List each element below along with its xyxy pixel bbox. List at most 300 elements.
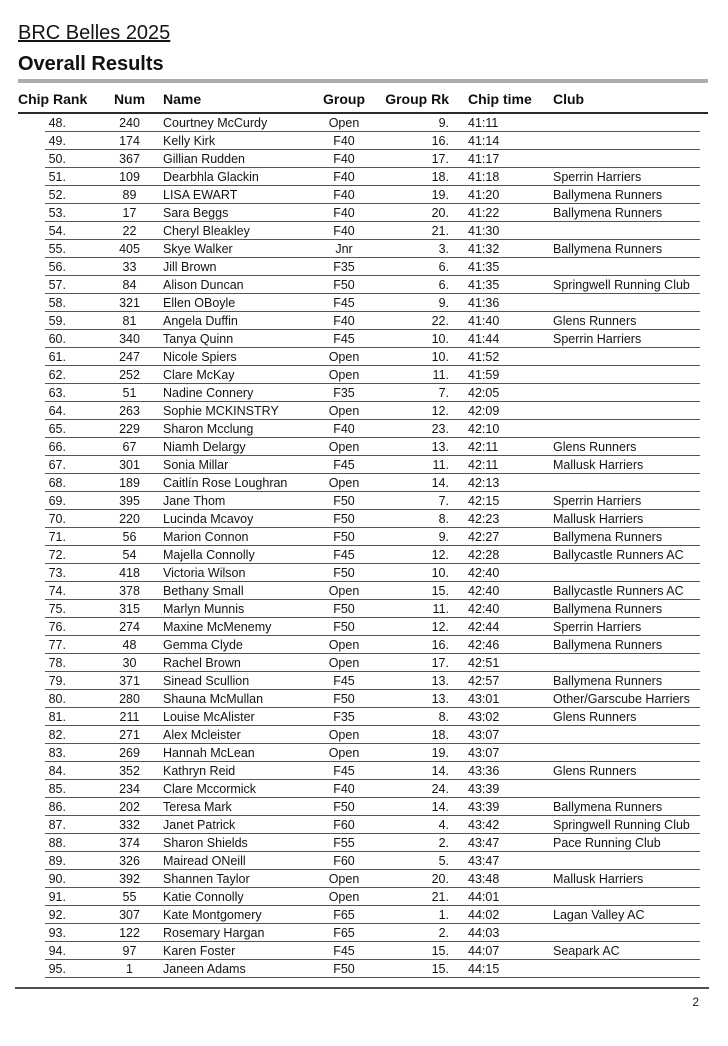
- result-row: [18, 384, 708, 402]
- name-cell: Nadine Connery: [163, 386, 254, 400]
- name-cell: Rosemary Hargan: [163, 926, 265, 940]
- group-cell: F45: [333, 548, 355, 562]
- chip-rank-cell: 63.: [48, 386, 66, 400]
- divider-bar: [18, 79, 708, 83]
- name-cell: Sharon Mcclung: [163, 422, 254, 436]
- num-cell: 271: [119, 728, 140, 742]
- chip-time-cell: 41:52: [468, 350, 500, 364]
- chip-rank-cell: 49.: [48, 134, 66, 148]
- chip-rank-cell: 54.: [48, 224, 66, 238]
- chip-rank-cell: 78.: [48, 656, 66, 670]
- result-row: [18, 114, 708, 132]
- group-cell: Open: [328, 638, 360, 652]
- chip-rank-cell: 95.: [48, 962, 66, 976]
- group-rank-cell: 10.: [431, 566, 449, 580]
- num-cell: 301: [119, 458, 140, 472]
- num-cell: 374: [119, 836, 140, 850]
- num-cell: 17: [122, 206, 137, 220]
- result-row: [18, 960, 708, 978]
- chip-rank-cell: 80.: [48, 692, 66, 706]
- result-row: [18, 348, 708, 366]
- chip-time-cell: 42:11: [468, 440, 499, 454]
- chip-time-cell: 44:07: [468, 944, 500, 958]
- result-row: [18, 258, 708, 276]
- num-cell: 189: [119, 476, 140, 490]
- club-cell: Sperrin Harriers: [553, 170, 642, 184]
- num-cell: 352: [119, 764, 140, 778]
- name-cell: Rachel Brown: [163, 656, 241, 670]
- num-cell: 229: [119, 422, 140, 436]
- club-cell: Ballymena Runners: [553, 602, 663, 616]
- chip-rank-cell: 58.: [48, 296, 66, 310]
- chip-rank-cell: 90.: [48, 872, 66, 886]
- group-rank-cell: 10.: [431, 350, 449, 364]
- group-cell: F50: [333, 962, 355, 976]
- group-cell: F45: [333, 296, 355, 310]
- chip-rank-cell: 60.: [48, 332, 66, 346]
- num-cell: 418: [119, 566, 140, 580]
- name-cell: Gemma Clyde: [163, 638, 243, 652]
- group-rank-cell: 13.: [431, 692, 449, 706]
- club-cell: Ballymena Runners: [553, 530, 663, 544]
- num-cell: 55: [122, 890, 137, 904]
- chip-time-cell: 42:13: [468, 476, 500, 490]
- num-cell: 247: [119, 350, 140, 364]
- num-cell: 56: [122, 530, 137, 544]
- group-cell: F45: [333, 458, 355, 472]
- name-cell: Marion Connon: [163, 530, 249, 544]
- chip-time-cell: 42:57: [468, 674, 500, 688]
- group-cell: F45: [333, 332, 355, 346]
- name-cell: Maxine McMenemy: [163, 620, 272, 634]
- num-cell: 263: [119, 404, 140, 418]
- group-rank-cell: 1.: [438, 908, 449, 922]
- result-row: [18, 726, 708, 744]
- chip-time-cell: 43:47: [468, 854, 500, 868]
- chip-rank-cell: 48.: [48, 116, 66, 130]
- club-cell: Sperrin Harriers: [553, 494, 642, 508]
- result-row: [18, 420, 708, 438]
- chip-rank-cell: 88.: [48, 836, 66, 850]
- group-cell: F50: [333, 620, 355, 634]
- num-cell: 81: [122, 314, 137, 328]
- chip-time-cell: 44:03: [468, 926, 500, 940]
- chip-time-cell: 42:10: [468, 422, 500, 436]
- name-cell: Janet Patrick: [163, 818, 236, 832]
- chip-time-cell: 41:18: [468, 170, 500, 184]
- group-rank-cell: 10.: [431, 332, 449, 346]
- group-rank-cell: 5.: [438, 854, 449, 868]
- chip-rank-cell: 83.: [48, 746, 66, 760]
- group-cell: F50: [333, 278, 355, 292]
- chip-time-cell: 42:46: [468, 638, 500, 652]
- num-cell: 307: [119, 908, 140, 922]
- name-cell: Sinead Scullion: [163, 674, 250, 688]
- club-cell: Mallusk Harriers: [553, 872, 644, 886]
- group-cell: F35: [333, 260, 355, 274]
- chip-rank-cell: 50.: [48, 152, 66, 166]
- group-rank-cell: 15.: [431, 944, 449, 958]
- name-cell: Bethany Small: [163, 584, 244, 598]
- result-row: [18, 744, 708, 762]
- page-subtitle: Overall Results: [18, 53, 164, 75]
- result-row: [18, 654, 708, 672]
- result-row: [18, 150, 708, 168]
- chip-rank-cell: 74.: [48, 584, 66, 598]
- table-header-row: [18, 85, 708, 114]
- club-cell: Ballycastle Runners AC: [553, 548, 684, 562]
- num-cell: 252: [119, 368, 140, 382]
- chip-time-cell: 44:15: [468, 962, 500, 976]
- name-cell: Niamh Delargy: [163, 440, 246, 454]
- name-cell: Marlyn Munnis: [163, 602, 245, 616]
- col-header-club: Club: [553, 91, 585, 107]
- num-cell: 89: [122, 188, 137, 202]
- group-rank-cell: 18.: [431, 728, 449, 742]
- group-rank-cell: 19.: [431, 746, 449, 760]
- group-rank-cell: 8.: [438, 512, 449, 526]
- chip-time-cell: 41:32: [468, 242, 500, 256]
- num-cell: 97: [122, 944, 137, 958]
- num-cell: 395: [119, 494, 140, 508]
- chip-rank-cell: 81.: [48, 710, 66, 724]
- result-row: [18, 798, 708, 816]
- chip-time-cell: 42:51: [468, 656, 500, 670]
- chip-time-cell: 43:36: [468, 764, 500, 778]
- group-cell: Open: [328, 890, 360, 904]
- num-cell: 378: [119, 584, 140, 598]
- chip-rank-cell: 93.: [48, 926, 66, 940]
- result-row: [18, 834, 708, 852]
- group-cell: Open: [328, 368, 360, 382]
- result-row: [18, 600, 708, 618]
- chip-rank-cell: 82.: [48, 728, 66, 742]
- chip-time-cell: 41:11: [468, 116, 499, 130]
- result-row: [18, 636, 708, 654]
- name-cell: Victoria Wilson: [163, 566, 246, 580]
- group-rank-cell: 13.: [431, 674, 449, 688]
- chip-rank-cell: 66.: [48, 440, 66, 454]
- num-cell: 109: [119, 170, 140, 184]
- name-cell: Hannah McLean: [163, 746, 255, 760]
- name-cell: Cheryl Bleakley: [163, 224, 250, 238]
- name-cell: Clare McKay: [163, 368, 235, 382]
- num-cell: 22: [122, 224, 137, 238]
- name-cell: Shannen Taylor: [163, 872, 250, 886]
- group-rank-cell: 2.: [438, 926, 449, 940]
- footer-divider: [15, 987, 709, 989]
- result-row: [18, 870, 708, 888]
- group-cell: F55: [333, 836, 355, 850]
- result-row: [18, 708, 708, 726]
- chip-rank-cell: 85.: [48, 782, 66, 796]
- col-header-chip-rank: Chip Rank: [18, 91, 88, 107]
- club-cell: Ballymena Runners: [553, 638, 663, 652]
- num-cell: 174: [119, 134, 140, 148]
- num-cell: 280: [119, 692, 140, 706]
- chip-time-cell: 42:11: [468, 458, 499, 472]
- club-cell: Ballymena Runners: [553, 800, 663, 814]
- name-cell: Mairead ONeill: [163, 854, 246, 868]
- group-cell: F40: [333, 134, 355, 148]
- group-cell: F40: [333, 206, 355, 220]
- result-row: [18, 366, 708, 384]
- group-rank-cell: 22.: [431, 314, 449, 328]
- name-cell: Kelly Kirk: [163, 134, 216, 148]
- num-cell: 269: [119, 746, 140, 760]
- num-cell: 84: [122, 278, 137, 292]
- chip-rank-cell: 89.: [48, 854, 66, 868]
- chip-rank-cell: 86.: [48, 800, 66, 814]
- result-row: [18, 294, 708, 312]
- chip-time-cell: 44:01: [468, 890, 500, 904]
- group-rank-cell: 21.: [431, 224, 449, 238]
- chip-time-cell: 41:30: [468, 224, 500, 238]
- num-cell: 211: [119, 710, 140, 724]
- chip-time-cell: 43:42: [468, 818, 500, 832]
- group-rank-cell: 9.: [438, 116, 449, 130]
- results-rows: [18, 114, 708, 978]
- group-cell: Open: [328, 404, 360, 418]
- group-rank-cell: 14.: [431, 764, 449, 778]
- group-cell: F60: [333, 818, 355, 832]
- group-rank-cell: 20.: [431, 206, 449, 220]
- group-rank-cell: 9.: [438, 530, 449, 544]
- chip-rank-cell: 77.: [48, 638, 66, 652]
- result-row: [18, 474, 708, 492]
- name-cell: Teresa Mark: [163, 800, 232, 814]
- num-cell: 202: [119, 800, 140, 814]
- group-cell: Open: [328, 350, 360, 364]
- group-cell: F65: [333, 926, 355, 940]
- name-cell: Angela Duffin: [163, 314, 238, 328]
- club-cell: Springwell Running Club: [553, 818, 690, 832]
- num-cell: 321: [119, 296, 140, 310]
- group-cell: F40: [333, 314, 355, 328]
- name-cell: Sophie MCKINSTRY: [163, 404, 279, 418]
- num-cell: 122: [119, 926, 140, 940]
- chip-time-cell: 41:17: [468, 152, 500, 166]
- group-rank-cell: 8.: [438, 710, 449, 724]
- name-cell: Shauna McMullan: [163, 692, 264, 706]
- col-header-chip-time: Chip time: [468, 91, 532, 107]
- chip-rank-cell: 53.: [48, 206, 66, 220]
- num-cell: 405: [119, 242, 140, 256]
- name-cell: Sara Beggs: [163, 206, 229, 220]
- group-rank-cell: 16.: [431, 134, 449, 148]
- num-cell: 367: [119, 152, 140, 166]
- name-cell: Louise McAlister: [163, 710, 255, 724]
- num-cell: 48: [122, 638, 137, 652]
- results-page: [0, 22, 708, 1009]
- name-cell: Lucinda Mcavoy: [163, 512, 254, 526]
- chip-time-cell: 42:40: [468, 602, 500, 616]
- group-cell: Open: [328, 440, 360, 454]
- group-cell: F50: [333, 566, 355, 580]
- group-cell: Open: [328, 476, 360, 490]
- num-cell: 33: [122, 260, 137, 274]
- result-row: [18, 852, 708, 870]
- club-cell: Springwell Running Club: [553, 278, 690, 292]
- group-cell: Open: [328, 656, 360, 670]
- chip-time-cell: 41:35: [468, 260, 500, 274]
- num-cell: 1: [126, 962, 133, 976]
- num-cell: 274: [119, 620, 140, 634]
- chip-time-cell: 41:59: [468, 368, 500, 382]
- chip-rank-cell: 59.: [48, 314, 66, 328]
- result-row: [18, 132, 708, 150]
- result-row: [18, 168, 708, 186]
- col-header-group-rk: Group Rk: [385, 91, 449, 107]
- group-cell: F50: [333, 800, 355, 814]
- num-cell: 340: [119, 332, 140, 346]
- group-cell: F45: [333, 674, 355, 688]
- name-cell: Jill Brown: [163, 260, 217, 274]
- result-row: [18, 888, 708, 906]
- num-cell: 51: [122, 386, 137, 400]
- group-rank-cell: 11.: [432, 602, 449, 616]
- chip-rank-cell: 65.: [48, 422, 66, 436]
- club-cell: Pace Running Club: [553, 836, 661, 850]
- group-rank-cell: 6.: [438, 260, 449, 274]
- group-cell: F50: [333, 530, 355, 544]
- group-rank-cell: 4.: [438, 818, 449, 832]
- club-cell: Glens Runners: [553, 314, 637, 328]
- num-cell: 54: [122, 548, 137, 562]
- group-cell: Open: [328, 872, 360, 886]
- result-row: [18, 402, 708, 420]
- chip-rank-cell: 71.: [48, 530, 66, 544]
- group-cell: F50: [333, 692, 355, 706]
- num-cell: 392: [119, 872, 140, 886]
- chip-rank-cell: 51.: [48, 170, 66, 184]
- name-cell: Clare Mccormick: [163, 782, 257, 796]
- name-cell: Nicole Spiers: [163, 350, 237, 364]
- group-cell: F50: [333, 512, 355, 526]
- num-cell: 371: [119, 674, 140, 688]
- club-cell: Other/Garscube Harriers: [553, 692, 690, 706]
- chip-time-cell: 43:39: [468, 782, 500, 796]
- name-cell: Katie Connolly: [163, 890, 244, 904]
- chip-rank-cell: 57.: [48, 278, 66, 292]
- group-rank-cell: 2.: [438, 836, 449, 850]
- chip-time-cell: 43:39: [468, 800, 500, 814]
- group-rank-cell: 18.: [431, 170, 449, 184]
- num-cell: 240: [119, 116, 140, 130]
- name-cell: Ellen OBoyle: [163, 296, 236, 310]
- group-rank-cell: 7.: [438, 494, 449, 508]
- num-cell: 234: [119, 782, 140, 796]
- chip-time-cell: 42:15: [468, 494, 500, 508]
- chip-time-cell: 41:35: [468, 278, 500, 292]
- chip-time-cell: 42:40: [468, 584, 500, 598]
- chip-time-cell: 42:05: [468, 386, 500, 400]
- result-row: [18, 618, 708, 636]
- club-cell: Seapark AC: [553, 944, 620, 958]
- result-row: [18, 528, 708, 546]
- chip-rank-cell: 91.: [48, 890, 66, 904]
- name-cell: Jane Thom: [163, 494, 226, 508]
- result-row: [18, 564, 708, 582]
- group-rank-cell: 15.: [431, 584, 449, 598]
- result-row: [18, 780, 708, 798]
- chip-time-cell: 43:07: [468, 746, 500, 760]
- chip-time-cell: 41:40: [468, 314, 500, 328]
- chip-rank-cell: 94.: [48, 944, 66, 958]
- group-rank-cell: 12.: [431, 548, 449, 562]
- name-cell: Gillian Rudden: [163, 152, 245, 166]
- result-row: [18, 240, 708, 258]
- name-cell: Majella Connolly: [163, 548, 255, 562]
- group-rank-cell: 17.: [431, 152, 449, 166]
- num-cell: 332: [119, 818, 140, 832]
- group-rank-cell: 13.: [431, 440, 449, 454]
- group-cell: F40: [333, 224, 355, 238]
- chip-rank-cell: 61.: [48, 350, 66, 364]
- chip-time-cell: 41:22: [468, 206, 500, 220]
- group-rank-cell: 19.: [431, 188, 449, 202]
- group-rank-cell: 12.: [431, 404, 449, 418]
- club-cell: Lagan Valley AC: [553, 908, 645, 922]
- group-cell: F40: [333, 782, 355, 796]
- chip-time-cell: 43:48: [468, 872, 500, 886]
- chip-time-cell: 43:02: [468, 710, 500, 724]
- name-cell: Dearbhla Glackin: [163, 170, 259, 184]
- chip-rank-cell: 87.: [48, 818, 66, 832]
- chip-rank-cell: 55.: [48, 242, 66, 256]
- result-row: [18, 924, 708, 942]
- result-row: [18, 492, 708, 510]
- page-number: 2: [692, 995, 699, 1009]
- club-cell: Ballymena Runners: [553, 674, 663, 688]
- name-cell: Skye Walker: [163, 242, 233, 256]
- club-cell: Ballymena Runners: [553, 242, 663, 256]
- num-cell: 315: [119, 602, 140, 616]
- group-cell: F40: [333, 170, 355, 184]
- name-cell: Kate Montgomery: [163, 908, 262, 922]
- chip-time-cell: 42:40: [468, 566, 500, 580]
- chip-rank-cell: 84.: [48, 764, 66, 778]
- group-cell: F60: [333, 854, 355, 868]
- group-rank-cell: 20.: [431, 872, 449, 886]
- club-cell: Ballymena Runners: [553, 188, 663, 202]
- result-row: [18, 762, 708, 780]
- group-rank-cell: 12.: [431, 620, 449, 634]
- name-cell: Sonia Millar: [163, 458, 229, 472]
- club-cell: Mallusk Harriers: [553, 458, 644, 472]
- group-cell: Open: [328, 728, 360, 742]
- group-rank-cell: 9.: [438, 296, 449, 310]
- name-cell: Alex Mcleister: [163, 728, 241, 742]
- chip-time-cell: 42:44: [468, 620, 500, 634]
- group-rank-cell: 7.: [438, 386, 449, 400]
- chip-time-cell: 42:28: [468, 548, 500, 562]
- col-header-name: Name: [163, 91, 202, 107]
- group-rank-cell: 11.: [432, 368, 449, 382]
- result-row: [18, 906, 708, 924]
- num-cell: 67: [122, 440, 137, 454]
- result-row: [18, 276, 708, 294]
- chip-time-cell: 42:09: [468, 404, 500, 418]
- col-header-group: Group: [323, 91, 365, 107]
- club-cell: Ballymena Runners: [553, 206, 663, 220]
- club-cell: Ballycastle Runners AC: [553, 584, 684, 598]
- group-rank-cell: 14.: [431, 476, 449, 490]
- chip-time-cell: 41:20: [468, 188, 500, 202]
- result-row: [18, 186, 708, 204]
- group-rank-cell: 6.: [438, 278, 449, 292]
- chip-time-cell: 41:14: [468, 134, 500, 148]
